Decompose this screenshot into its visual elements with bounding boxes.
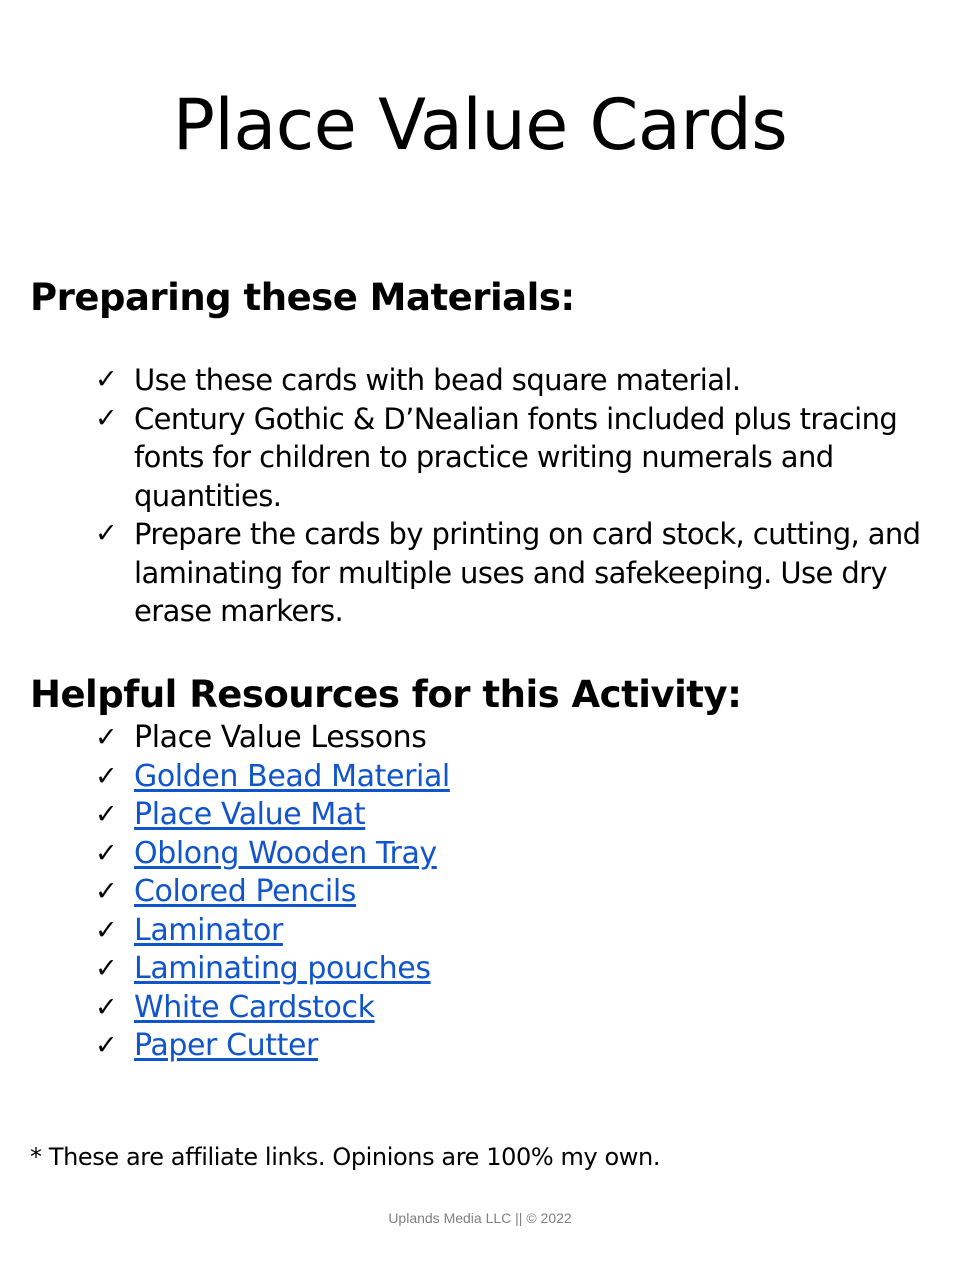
list-item <box>95 758 955 797</box>
checkmark-icon: ✓ <box>95 364 118 395</box>
checkmark-icon: ✓ <box>95 876 118 907</box>
copyright-footer: Uplands Media LLC || © 2022 <box>388 1210 572 1226</box>
list-item <box>95 1027 955 1066</box>
list-item <box>95 873 955 912</box>
link-place-value-mat[interactable]: Place Value Mat <box>134 797 366 832</box>
list-item <box>95 835 955 874</box>
checkmark-icon: ✓ <box>95 953 118 984</box>
link-laminator[interactable]: Laminator <box>134 912 283 948</box>
link-white-cardstock[interactable]: White Cardstock <box>134 989 375 1025</box>
link-laminating-pouches[interactable]: Laminating pouches <box>134 951 431 986</box>
affiliate-footnote: * These are affiliate links. Opinions are 100% my own. <box>30 1143 661 1171</box>
checkmark-icon: ✓ <box>95 1030 118 1061</box>
link-golden-bead-material[interactable]: Golden Bead Material <box>134 758 450 794</box>
link-paper-cutter[interactable]: Paper Cutter <box>134 1028 318 1063</box>
list-item <box>95 989 955 1028</box>
preparing-list <box>95 361 955 631</box>
resources-list <box>95 719 955 1066</box>
checkmark-icon: ✓ <box>95 518 118 549</box>
list-item-text: Prepare the cards by printing on card stock, cutting, and laminating for multiple uses and safekeeping. Use dry erase markers. <box>134 517 921 628</box>
list-item-text: Century Gothic & D’Nealian fonts included plus tracing fonts for children to practice writing numerals and quantities. <box>134 401 898 513</box>
checkmark-icon: ✓ <box>95 914 118 946</box>
list-item <box>95 719 955 758</box>
list-item <box>95 950 955 989</box>
checkmark-icon: ✓ <box>95 837 118 869</box>
preparing-heading: Preparing these Materials: <box>30 276 575 319</box>
resources-heading: Helpful Resources for this Activity: <box>30 673 742 716</box>
list-item <box>95 400 955 516</box>
list-item <box>95 515 955 631</box>
list-item <box>95 361 955 400</box>
checkmark-icon: ✓ <box>95 799 118 830</box>
checkmark-icon: ✓ <box>95 722 118 753</box>
list-item-text: Use these cards with bead square material. <box>134 363 741 397</box>
resource-item-place-value-lessons: Place Value Lessons <box>134 720 427 755</box>
checkmark-icon: ✓ <box>95 991 118 1023</box>
link-colored-pencils[interactable]: Colored Pencils <box>134 874 356 909</box>
link-oblong-wooden-tray[interactable]: Oblong Wooden Tray <box>134 835 437 871</box>
list-item <box>95 912 955 951</box>
checkmark-icon: ✓ <box>95 760 118 792</box>
checkmark-icon: ✓ <box>95 402 118 434</box>
list-item <box>95 796 955 835</box>
page-title: Place Value Cards <box>172 84 788 166</box>
